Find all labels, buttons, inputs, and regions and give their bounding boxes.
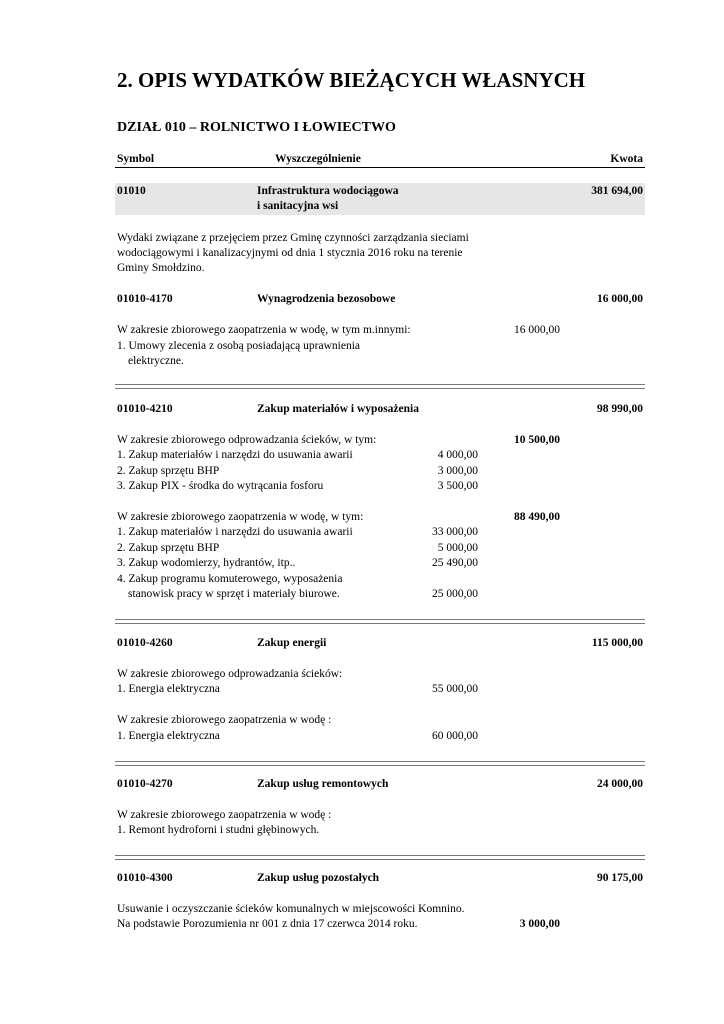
section-4210-symbol: 01010-4210 — [117, 403, 173, 415]
section-divider — [115, 384, 645, 389]
section-4270-amount: 24 000,00 — [597, 778, 643, 790]
section-4170-symbol: 01010-4170 — [117, 293, 173, 305]
section-4210-group2-item-amount: 33 000,00 — [432, 526, 478, 538]
section-4270-intro: W zakresie zbiorowego zaopatrzenia w wodę : — [117, 809, 332, 821]
section-4170-intro: W zakresie zbiorowego zaopatrzenia w wodę, w tym m.innymi: — [117, 324, 411, 336]
section-4210-group2-subtotal: 88 490,00 — [514, 511, 560, 523]
section-4260-item-amount: 55 000,00 — [432, 683, 478, 695]
section-divider — [115, 855, 645, 860]
section-4300-line1: Usuwanie i oczyszczanie ścieków komunalnych w miejscowości Komnino. — [117, 903, 465, 915]
section-4260-symbol: 01010-4260 — [117, 637, 173, 649]
section-4260-amount: 115 000,00 — [591, 637, 643, 649]
section-4210-group1-item-amount: 3 000,00 — [437, 465, 478, 477]
section-4210-group1-item: 3. Zakup PIX - środka do wytrącania fosforu — [117, 480, 324, 492]
section-4300-symbol: 01010-4300 — [117, 872, 173, 884]
section-4210-group2-item-amount: 25 000,00 — [432, 588, 478, 600]
page-title: 2. OPIS WYDATKÓW BIEŻĄCYCH WŁASNYCH — [117, 68, 586, 92]
section-divider — [115, 619, 645, 624]
section-01010-name-line1: Infrastruktura wodociągowa — [257, 185, 399, 197]
section-4210-group2-item: 3. Zakup wodomierzy, hydrantów, itp.. — [117, 557, 296, 569]
section-01010-desc-line: wodociągowymi i kanalizacyjnymi od dnia 1 stycznia 2016 roku na terenie — [117, 247, 463, 259]
section-01010-desc-line: Wydaki związane z przejęciem przez Gminę czynności zarządzania sieciami — [117, 232, 469, 244]
section-4260-item: 1. Energia elektryczna — [117, 683, 220, 695]
section-4300-amount: 90 175,00 — [597, 872, 643, 884]
section-4210-amount: 98 990,00 — [597, 403, 643, 415]
section-4270-name: Zakup usług remontowych — [257, 778, 389, 790]
section-4210-group2-intro: W zakresie zbiorowego zaopatrzenia w wodę, w tym: — [117, 511, 364, 523]
department-heading: DZIAŁ 010 – ROLNICTWO I ŁOWIECTWO — [117, 120, 396, 135]
section-01010-symbol: 01010 — [117, 185, 146, 197]
section-4260-name: Zakup energii — [257, 637, 327, 649]
section-4210-group2-item: 4. Zakup programu komuterowego, wyposażenia — [117, 573, 343, 585]
section-4210-group1-subtotal: 10 500,00 — [514, 434, 560, 446]
section-4170-amount: 16 000,00 — [597, 293, 643, 305]
section-divider — [115, 761, 645, 766]
section-01010-name-line2: i sanitacyjna wsi — [257, 200, 339, 212]
section-4170-item: elektryczne. — [128, 355, 184, 367]
section-4210-group2-item-amount: 25 490,00 — [432, 557, 478, 569]
section-4270-symbol: 01010-4270 — [117, 778, 173, 790]
section-4300-line2: Na podstawie Porozumienia nr 001 z dnia 17 czerwca 2014 roku. — [117, 918, 418, 930]
header-amount: Kwota — [610, 153, 643, 165]
section-4210-group1-intro: W zakresie zbiorowego odprowadzania ścieków, w tym: — [117, 434, 377, 446]
section-4210-group2-item-amount: 5 000,00 — [437, 542, 478, 554]
section-4210-group1-item: 1. Zakup materiałów i narzędzi do usuwania awarii — [117, 449, 353, 461]
section-4210-group1-item-amount: 3 500,00 — [437, 480, 478, 492]
section-4210-group2-item: 1. Zakup materiałów i narzędzi do usuwania awarii — [117, 526, 353, 538]
header-symbol: Symbol — [117, 153, 155, 165]
section-01010-desc-line: Gminy Smołdzino. — [117, 262, 205, 274]
section-4170-item: 1. Umowy zlecenia z osobą posiadającą uprawnienia — [117, 340, 360, 352]
section-4210-group1-item: 2. Zakup sprzętu BHP — [117, 465, 220, 477]
section-4260-item-amount: 60 000,00 — [432, 730, 478, 742]
section-4300-line2-amount: 3 000,00 — [519, 918, 560, 930]
section-4170-intro-amount: 16 000,00 — [514, 324, 560, 336]
section-4210-group2-item: 2. Zakup sprzętu BHP — [117, 542, 220, 554]
section-4300-name: Zakup usług pozostałych — [257, 872, 380, 884]
section-4260-intro1: W zakresie zbiorowego odprowadzania ścieków: — [117, 668, 343, 680]
section-4210-name: Zakup materiałów i wyposażenia — [257, 403, 419, 415]
section-4260-item: 1. Energia elektryczna — [117, 730, 220, 742]
header-description: Wyszczególnienie — [275, 153, 361, 165]
section-4210-group2-item: stanowisk pracy w sprzęt i materiały biurowe. — [128, 588, 340, 600]
section-01010-amount: 381 694,00 — [591, 185, 643, 197]
section-4270-item: 1. Remont hydroforni i studni głębinowych. — [117, 824, 320, 836]
section-4260-intro2: W zakresie zbiorowego zaopatrzenia w wodę : — [117, 714, 332, 726]
header-divider — [115, 167, 645, 168]
section-4210-group1-item-amount: 4 000,00 — [437, 449, 478, 461]
section-4170-name: Wynagrodzenia bezosobowe — [257, 293, 396, 305]
